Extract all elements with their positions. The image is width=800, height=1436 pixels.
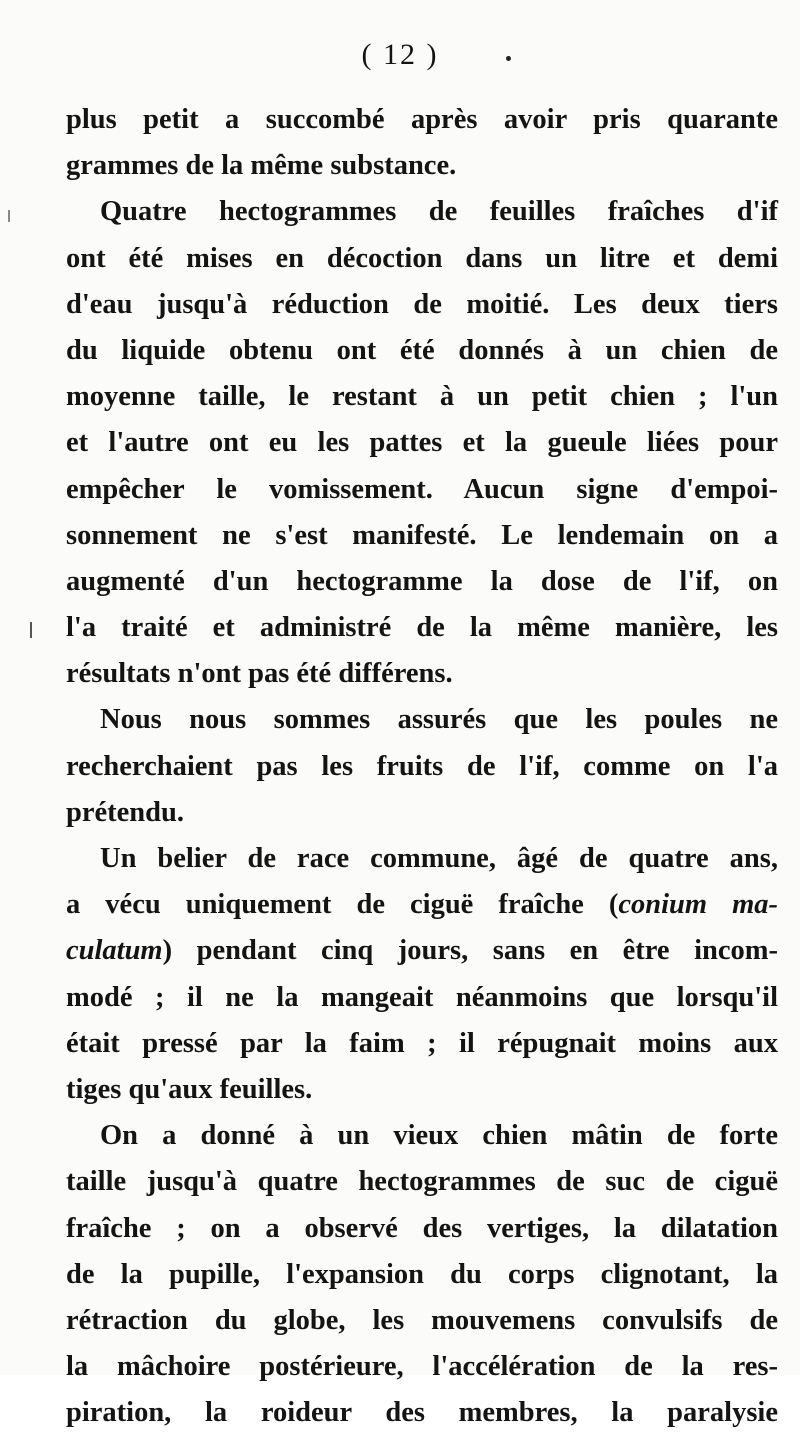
text-line: Quatre hectogrammes de feuilles fraîches d'if — [100, 196, 778, 228]
text-line: tiges qu'aux feuilles. — [66, 1073, 313, 1105]
text-line: recherchaient pas les fruits de l'if, comme on l'a — [66, 750, 778, 782]
text-line: augmenté d'un hectogramme la dose de l'if, on — [66, 565, 778, 597]
text-segment: ) pendant cinq jours, sans en être incom- — [162, 935, 778, 967]
body-text — [66, 97, 778, 1436]
text-line: empêcher le vomissement. Aucun signe d'empoi- — [66, 473, 778, 505]
text-line: Nous nous sommes assurés que les poules ne — [100, 704, 778, 736]
text-line: sonnement ne s'est manifesté. Le lendemain on a — [66, 519, 778, 551]
text-line: prétendu. — [66, 796, 184, 828]
text-line: était pressé par la faim ; il répugnait moins aux — [66, 1027, 778, 1059]
text-line: rétraction du globe, les mouvemens convulsifs de — [66, 1304, 778, 1336]
text-line: plus petit a succombé après avoir pris quarante — [66, 104, 778, 135]
text-segment: a vécu uniquement de ciguë fraîche ( — [66, 889, 619, 921]
margin-mark — [8, 210, 10, 222]
text-line: l'a traité et administré de la même manière, les — [66, 612, 778, 644]
margin-mark — [30, 622, 32, 638]
text-line: moyenne taille, le restant à un petit chien ; l'un — [66, 381, 778, 413]
text-line: fraîche ; on a observé des vertiges, la dilatation — [66, 1212, 778, 1244]
page-number-text: ( 12 ) — [361, 38, 439, 71]
text-line: modé ; il ne la mangeait néanmoins que lorsqu'il — [66, 981, 778, 1013]
text-line — [66, 928, 778, 974]
text-line: On a donné à un vieux chien mâtin de forte — [100, 1120, 778, 1152]
text-line: de la pupille, l'expansion du corps clignotant, la — [66, 1258, 778, 1290]
latin-term: conium ma- — [618, 889, 778, 921]
text-line: piration, la roideur des membres, la paralysie — [66, 1397, 778, 1429]
text-line: et l'autre ont eu les pattes et la gueule liées pour — [66, 427, 778, 459]
page-number — [0, 38, 800, 72]
text-line: ont été mises en décoction dans un litre et demi — [66, 242, 778, 274]
text-line: résultats n'ont pas été différens. — [66, 658, 453, 690]
text-line: taille jusqu'à quatre hectogrammes de suc de ciguë — [66, 1166, 778, 1198]
text-line: grammes de la même substance. — [66, 150, 457, 182]
text-line: Un belier de race commune, âgé de quatre ans, — [100, 843, 778, 874]
text-line: du liquide obtenu ont été donnés à un chien de — [66, 334, 778, 366]
text-line: d'eau jusqu'à réduction de moitié. Les deux tiers — [66, 288, 778, 320]
ink-dot — [506, 56, 511, 61]
text-line: la mâchoire postérieure, l'accélération de la res- — [66, 1351, 778, 1383]
latin-term: culatum — [66, 935, 163, 967]
text-line — [66, 882, 778, 928]
